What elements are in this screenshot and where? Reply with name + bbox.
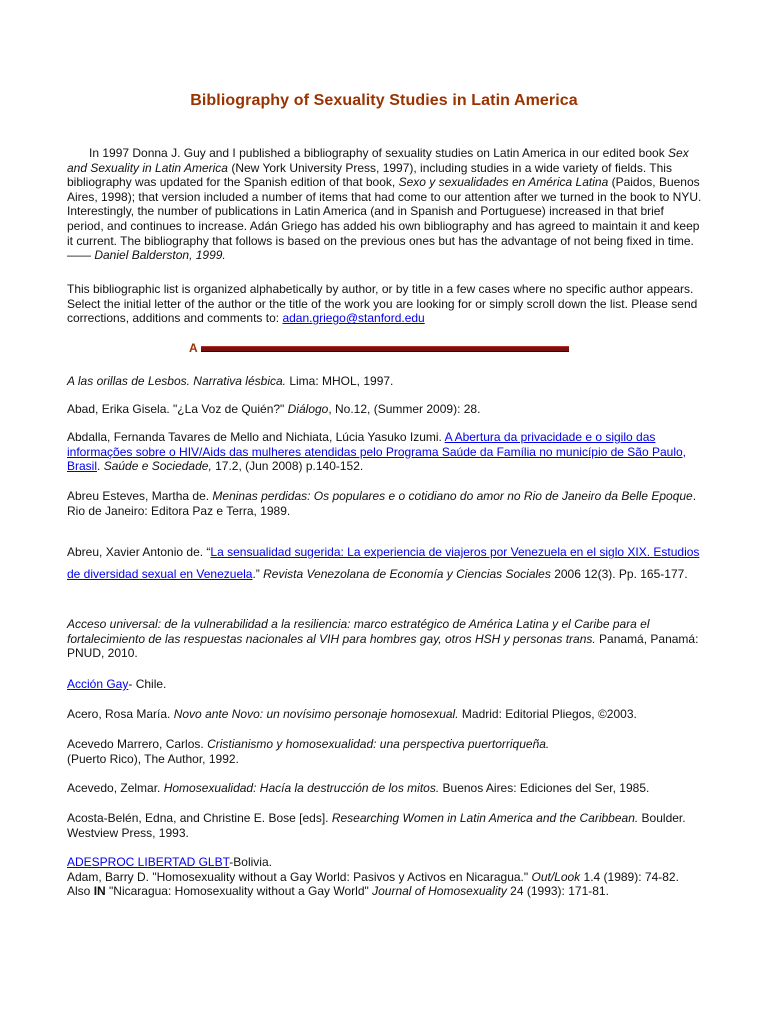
entry-title: A las orillas de Lesbos. Narrativa lésbica.: [67, 374, 286, 388]
entry-journal: Journal of Homosexuality: [372, 884, 507, 899]
entry-author: Acevedo, Zelmar.: [67, 781, 164, 795]
bibliography-entry: [67, 781, 703, 796]
bibliography-entry: [67, 707, 703, 722]
entry-country: -Bolivia.: [229, 855, 272, 869]
entry-title-link[interactable]: La sensualidad sugerida: La experiencia de viajeros por Venezuela en el siglo XIX. Estudios de diversidad sexual en Venezuela: [67, 545, 700, 581]
entry-publication: (Puerto Rico), The Author, 1992.: [67, 751, 239, 766]
entry-publication: 24 (1993): 171-81.: [506, 884, 609, 899]
organization-link[interactable]: Acción Gay: [67, 677, 129, 691]
intro-text: (Paidos, Buenos Aires, 1998); that version included a number of items that had come to our attention after we turned in the book to NYU. Interestingly, the number of publications in Latin America (and in Spanish and Portuguese) increased in that brief period, and continues to increase. Adán Griego has added his own bibliography and has agreed to maintain it and keep it current. The bibliography that follows is based on the previous ones but has the advantage of not being fixed in time. ——: [67, 175, 702, 263]
entry-publication: 17.2, (Jun 2008) p.140-152.: [211, 459, 364, 474]
entry-author: Abdalla, Fernanda Tavares de Mello and Nichiata, Lúcia Yasuko Izumi.: [67, 430, 445, 444]
section-letter: A: [189, 341, 198, 355]
intro-signature: Daniel Balderston, 1999.: [94, 248, 226, 263]
entry-title: Homosexualidad: Hacía la destrucción de los mitos.: [163, 781, 440, 795]
entry-article-title: "Nicaragua: Homosexuality without a Gay World": [105, 884, 373, 899]
section-divider-bar: [201, 346, 569, 352]
intro-text: (New York University Press, 1997), including studies in a wide variety of fields. This bibliography was updated for the Spanish edition of that book,: [67, 160, 672, 190]
intro-paragraph: [67, 146, 703, 263]
entry-title: Cristianismo y homosexualidad: una perspectiva puertorriqueña.: [207, 737, 550, 751]
bibliography-entry: [67, 677, 703, 692]
entry-journal: Saúde e Sociedade,: [103, 459, 212, 474]
entry-country: - Chile.: [128, 677, 167, 691]
entry-title-link[interactable]: A Abertura da privacidade e o sigilo das informações sobre o HIV/Aids das mulheres atendidas pelo Programa Saúde da Família no município de São Paulo, Brasil: [67, 430, 687, 474]
entry-author: Acosta-Belén, Edna, and Christine E. Bose [eds].: [67, 811, 332, 825]
entry-also-in: IN: [93, 884, 106, 899]
page-title: Bibliography of Sexuality Studies in Latin America: [190, 92, 578, 109]
entry-title: Novo ante Novo: un novísimo personaje homosexual.: [173, 707, 459, 721]
entry-publication: , No.12, (Summer 2009): 28.: [328, 402, 481, 416]
entry-author: Acero, Rosa María.: [67, 707, 174, 721]
entry-publication: . Rio de Janeiro: Editora Paz e Terra, 1989.: [67, 489, 697, 518]
entry-journal: Revista Venezolana de Economía y Ciencias Sociales: [263, 567, 551, 581]
section-header-a: [189, 341, 589, 355]
bibliography-entry: [67, 374, 703, 389]
bibliography-entry: [67, 811, 703, 840]
entry-author: Abreu Esteves, Martha de.: [67, 489, 213, 503]
entry-punctuation: .: [97, 459, 104, 474]
intro-book-title: Sex and Sexuality in Latin America: [67, 146, 689, 175]
entry-publication: Panamá, Panamá: PNUD, 2010.: [67, 631, 699, 661]
bibliography-entry: [67, 737, 703, 766]
instructions-text: This bibliographic list is organized alphabetically by author, or by title in a few cases where no specific author appears. Select the initial letter of the author or the title of the work you are looking for or simply scroll down the list. Please send corrections, additions and comments to:: [67, 282, 698, 326]
bibliography-entry: [67, 541, 703, 585]
entry-title: Meninas perdidas: Os populares e o cotidiano do amor no Rio de Janeiro da Belle Epoque: [212, 489, 693, 503]
bibliography-entry: [67, 617, 703, 661]
bibliography-entry: [67, 855, 703, 899]
entry-journal: Diálogo: [287, 402, 329, 416]
bibliography-entry: [67, 430, 703, 474]
entry-title: Researching Women in Latin America and the Caribbean.: [331, 811, 639, 825]
entry-publication: Lima: MHOL, 1997.: [286, 374, 394, 388]
entry-author: Abreu, Xavier Antonio de. “: [67, 545, 211, 559]
contact-email-link[interactable]: adan.griego@stanford.edu: [282, 311, 425, 326]
entry-author: Adam, Barry D. "Homosexuality without a Gay World: Pasivos y Activos en Nicaragua.": [67, 869, 532, 884]
intro-book-title-spanish: Sexo y sexualidades en América Latina: [398, 175, 609, 190]
entry-publication: 1.4 (1989): 74-82. Also: [67, 869, 679, 899]
intro-text: In 1997 Donna J. Guy and I published a bibliography of sexuality studies on Latin America in our edited book: [89, 146, 669, 160]
entry-author: Acevedo Marrero, Carlos.: [67, 737, 208, 751]
instructions-paragraph: [67, 282, 703, 326]
entry-publication: Boulder. Westview Press, 1993.: [67, 811, 686, 840]
bibliography-entry: [67, 489, 703, 518]
entry-publication: 2006 12(3). Pp. 165-177.: [550, 567, 688, 581]
bibliography-entry: [67, 402, 703, 417]
organization-link[interactable]: ADESPROC LIBERTAD GLBT: [67, 855, 230, 869]
entry-title: Acceso universal: de la vulnerabilidad a la resiliencia: marco estratégico de América Latina y el Caribe para el fortalecimiento de las respuestas nacionales al VIH para hombres gay, otros HSH y personas trans.: [67, 617, 650, 646]
entry-publication: Madrid: Editorial Pliegos, ©2003.: [458, 707, 637, 721]
entry-punctuation: .”: [252, 567, 264, 581]
entry-journal: Out/Look: [531, 869, 581, 884]
entry-publication: Buenos Aires: Ediciones del Ser, 1985.: [439, 781, 650, 795]
entry-author: Abad, Erika Gisela. "¿La Voz de Quién?": [67, 402, 288, 416]
